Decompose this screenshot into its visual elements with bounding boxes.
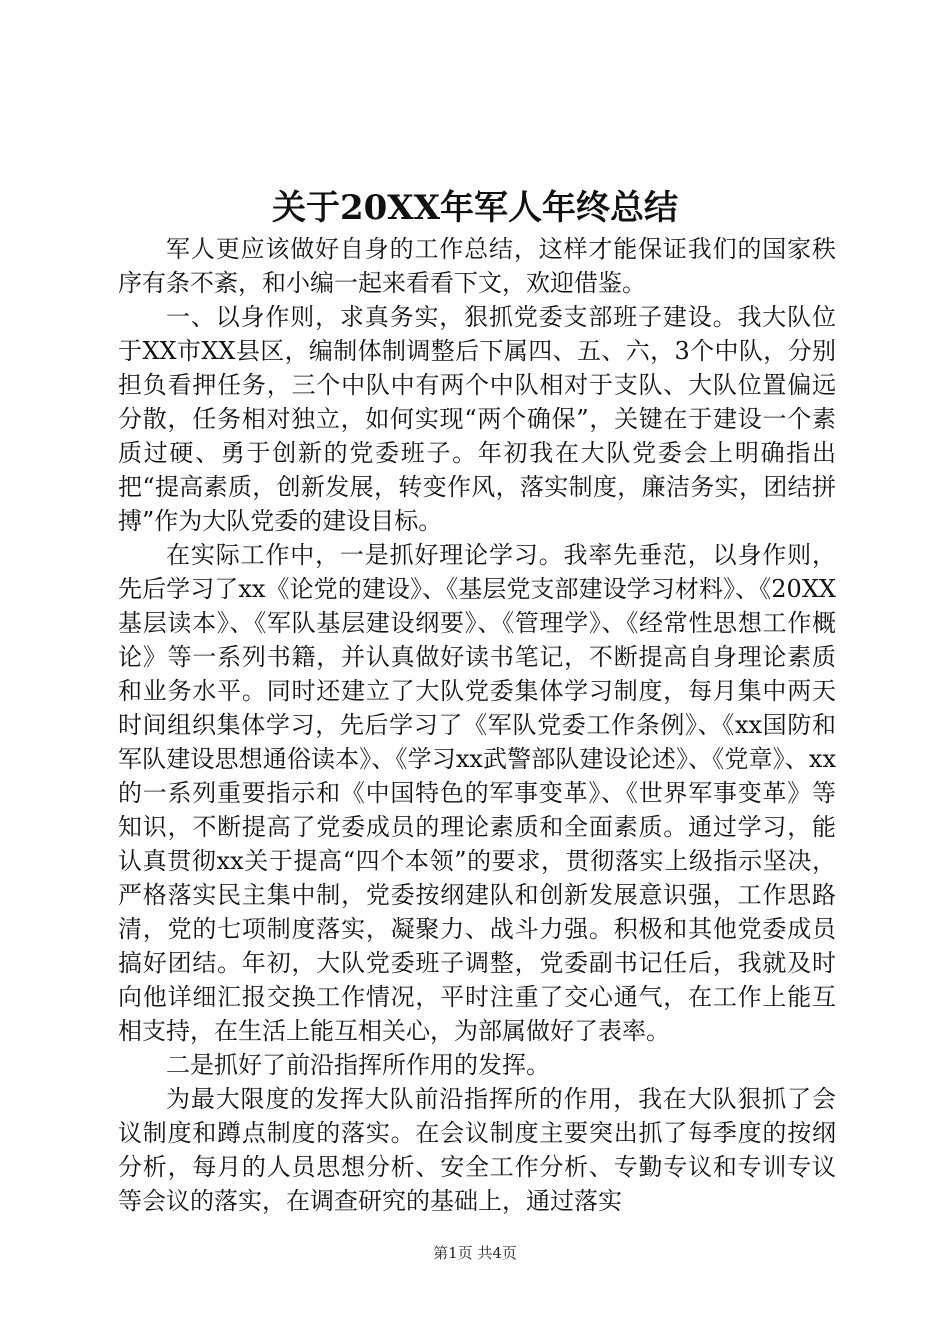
paragraph-section-one: 一、以身作则，求真务实，狠抓党委支部班子建设。我大队位于XX市XX县区，编制体制调整后下属四、五、六，3个中队，分别担负看押任务，三个中队中有两个中队相对于支队、大队位置偏远分散，任务相对独立，如何实现“两个确保”，关键在于建设一个素质过硬、勇于创新的党委班子。年初我在大队党委会上明确指出把“提高素质，创新发展，转变作风，落实制度，廉洁务实，团结拼搏”作为大队党委的建设目标。	[118, 303, 836, 535]
document-body	[118, 232, 836, 1218]
page-number-footer: 第1页 共4页	[433, 1244, 517, 1262]
document-title: 关于20XX年军人年终总结	[271, 188, 679, 228]
paragraph-theory-study: 在实际工作中，一是抓好理论学习。我率先垂范，以身作则，先后学习了xx《论党的建设》、《基层党支部建设学习材料》、《20XX基层读本》、《军队基层建设纲要》、《管理学》、《经常性思想工作概论》等一系列书籍，并认真做好读书笔记，不断提高自身理论素质和业务水平。同时还建立了大队党委集体学习制度，每月集中两天时间组织集体学习，先后学习了《军队党委工作条例》、《xx国防和军队建设思想通俗读本》、《学习xx武警部队建设论述》、《党章》、xx的一系列重要指示和《中国特色的军事变革》、《世界军事变革》等知识，不断提高了党委成员的理论素质和全面素质。通过学习，能认真贯彻xx关于提高“四个本领”的要求，贯彻落实上级指示坚决，严格落实民主集中制，党委按纲建队和创新发展意识强，工作思路清，党的七项制度落实，凝聚力、战斗力强。积极和其他党委成员搞好团结。年初，大队党委班子调整，党委副书记任后，我就及时向他详细汇报交换工作情况，平时注重了交心通气，在工作上能互相支持，在生活上能互相关心，为部属做好了表率。	[118, 541, 836, 1045]
paragraph-command-post: 为最大限度的发挥大队前沿指挥所的作用，我在大队狠抓了会议制度和蹲点制度的落实。在会议制度主要突出抓了每季度的按纲分析，每月的人员思想分析、安全工作分析、专勤专议和专训专议等会议的落实，在调查研究的基础上，通过落实	[118, 1085, 836, 1215]
paragraph-intro: 军人更应该做好自身的工作总结，这样才能保证我们的国家秩序有条不紊，和小编一起来看看下文，欢迎借鉴。	[118, 235, 836, 297]
paragraph-command-post-heading: 二是抓好了前沿指挥所作用的发挥。	[166, 1051, 550, 1079]
